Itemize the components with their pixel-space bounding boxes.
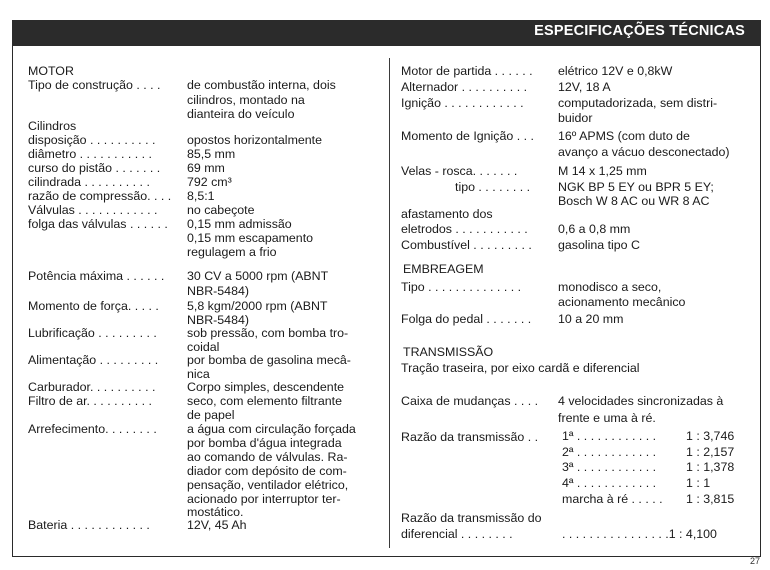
spec-value: Corpo simples, descendente [187, 380, 345, 394]
spec-value: por bomba d'água integrada [187, 436, 342, 450]
spec-value: monodisco a seco, [558, 280, 662, 294]
motor-heading: MOTOR [28, 64, 74, 78]
spec-label: Lubrificação . . . . . . . . . [28, 326, 157, 340]
page-title: ESPECIFICAÇÕES TÉCNICAS [534, 23, 745, 39]
spec-label: Caixa de mudanças . . . . [401, 394, 539, 408]
spec-label: curso do pistão . . . . . . . [28, 161, 161, 175]
gear-ratio: 1 : 1,378 [686, 460, 735, 474]
gear-ratio: 1 : 3,815 [686, 492, 735, 506]
cilindros-heading: Cilindros [28, 119, 77, 133]
spec-label: Filtro de ar. . . . . . . . . . [28, 394, 152, 408]
spec-label: Momento de força. . . . . [28, 299, 159, 313]
spec-label: folga das válvulas . . . . . . [28, 217, 168, 231]
spec-value: 5,8 kgm/2000 rpm (ABNT [187, 299, 328, 313]
spec-value: acionado por interruptor ter- [187, 492, 341, 506]
spec-value: NBR-5484) [187, 284, 249, 298]
spec-label: diâmetro . . . . . . . . . . . [28, 147, 152, 161]
spec-label: Carburador. . . . . . . . . . [28, 380, 156, 394]
spec-value: M 14 x 1,25 mm [558, 164, 647, 178]
page-number: 27 [749, 556, 760, 566]
spec-value: 0,15 mm admissão [187, 217, 292, 231]
spec-value: pensação, ventilador elétrico, [187, 478, 349, 492]
spec-label: Ignição . . . . . . . . . . . . [401, 96, 524, 110]
spec-value: no cabeçote [187, 203, 255, 217]
spec-value: ao comando de válvulas. Ra- [187, 450, 348, 464]
spec-label: afastamento dos [401, 207, 493, 221]
spec-label: Motor de partida . . . . . . [401, 64, 533, 78]
spec-value: 0,15 mm escapamento [187, 231, 314, 245]
spec-value: a água com circulação forçada [187, 422, 356, 436]
spec-value: opostos horizontalmente [187, 133, 323, 147]
spec-value: diador com depósito de com- [187, 464, 347, 478]
spec-label: Folga do pedal . . . . . . . [401, 312, 532, 326]
spec-label: Razão da transmissão do [401, 511, 542, 525]
spec-value: avanço a vácuo desconectado) [558, 145, 730, 159]
spec-value: NBR-5484) [187, 313, 249, 327]
spec-value: 85,5 mm [187, 147, 236, 161]
gear-ratio: 1 : 2,157 [686, 445, 735, 459]
spec-value: acionamento mecânico [558, 295, 686, 309]
spec-label: tipo . . . . . . . . [455, 180, 531, 194]
spec-label: Momento de Ignição . . . [401, 129, 534, 143]
spec-label: Alternador . . . . . . . . . . [401, 80, 528, 94]
spec-value: 16º APMS (com duto de [558, 129, 690, 143]
spec-label: disposição . . . . . . . . . . [28, 133, 156, 147]
spec-label: Arrefecimento. . . . . . . . [28, 422, 157, 436]
gear-label: 4ª . . . . . . . . . . . . [562, 476, 657, 490]
spec-label: Potência máxima . . . . . . [28, 269, 165, 283]
spec-value: 8,5:1 [187, 189, 215, 203]
header-bar [12, 20, 761, 46]
spec-value: de papel [187, 408, 235, 422]
spec-value: de combustão interna, dois [187, 78, 336, 92]
spec-value: NGK BP 5 EY ou BPR 5 EY; [558, 180, 714, 194]
spec-value: 30 CV a 5000 rpm (ABNT [187, 269, 329, 283]
spec-label: Tipo . . . . . . . . . . . . . . [401, 280, 522, 294]
gear-ratio: 1 : 3,746 [686, 429, 735, 443]
spec-value: 12V, 45 Ah [187, 518, 247, 532]
spec-value: 69 mm [187, 161, 225, 175]
spec-value: computadorizada, sem distri- [558, 96, 718, 110]
embreagem-heading: EMBREAGEM [403, 262, 484, 276]
spec-value: 12V, 18 A [558, 80, 611, 94]
tracao-text: Tração traseira, por eixo cardã e diferencial [401, 361, 640, 375]
spec-label: cilindrada . . . . . . . . . . [28, 175, 150, 189]
gear-ratio: 1 : 1 [686, 476, 711, 490]
spec-label: Válvulas . . . . . . . . . . . . [28, 203, 158, 217]
spec-label: Bateria . . . . . . . . . . . . [28, 518, 150, 532]
spec-value: por bomba de gasolina mecâ- [187, 353, 351, 367]
spec-label: razão de compressão. . . . [28, 189, 172, 203]
transmissao-heading: TRANSMISSÃO [403, 345, 494, 359]
spec-label: diferencial . . . . . . . . [401, 527, 513, 541]
spec-label: Combustível . . . . . . . . . [401, 238, 532, 252]
spec-value: elétrico 12V e 0,8kW [558, 64, 673, 78]
spec-value: nica [187, 367, 210, 381]
gear-label: marcha à ré . . . . . [562, 492, 663, 506]
spec-value: cilindros, montado na [187, 93, 305, 107]
spec-value: sob pressão, com bomba tro- [187, 326, 349, 340]
spec-label: Razão da transmissão . . [401, 430, 539, 444]
column-divider [389, 58, 390, 548]
spec-value: Bosch W 8 AC ou WR 8 AC [558, 194, 710, 208]
spec-value: 0,6 a 0,8 mm [558, 222, 631, 236]
gear-label: 1ª . . . . . . . . . . . . [562, 429, 657, 443]
spec-label: Tipo de construção . . . . [28, 78, 161, 92]
gear-label: 2ª . . . . . . . . . . . . [562, 445, 657, 459]
spec-label: Velas - rosca. . . . . . . [401, 164, 518, 178]
spec-value: . . . . . . . . . . . . . . . .1 : 4,100 [562, 527, 717, 541]
spec-label: Alimentação . . . . . . . . . [28, 353, 159, 367]
spec-value: coidal [187, 340, 220, 354]
spec-value: regulagem a frio [187, 245, 277, 259]
spec-value: buidor [558, 111, 593, 125]
spec-value: gasolina tipo C [558, 238, 640, 252]
spec-value: 4 velocidades sincronizadas à [558, 394, 724, 408]
spec-label: eletrodos . . . . . . . . . . . [401, 222, 528, 236]
spec-value: mostático. [187, 505, 244, 519]
spec-value: 792 cm³ [187, 175, 232, 189]
spec-value: seco, com elemento filtrante [187, 394, 342, 408]
spec-value: 10 a 20 mm [558, 312, 624, 326]
gear-label: 3ª . . . . . . . . . . . . [562, 460, 657, 474]
spec-value: frente e uma à ré. [558, 411, 656, 425]
spec-value: dianteira do veículo [187, 107, 295, 121]
